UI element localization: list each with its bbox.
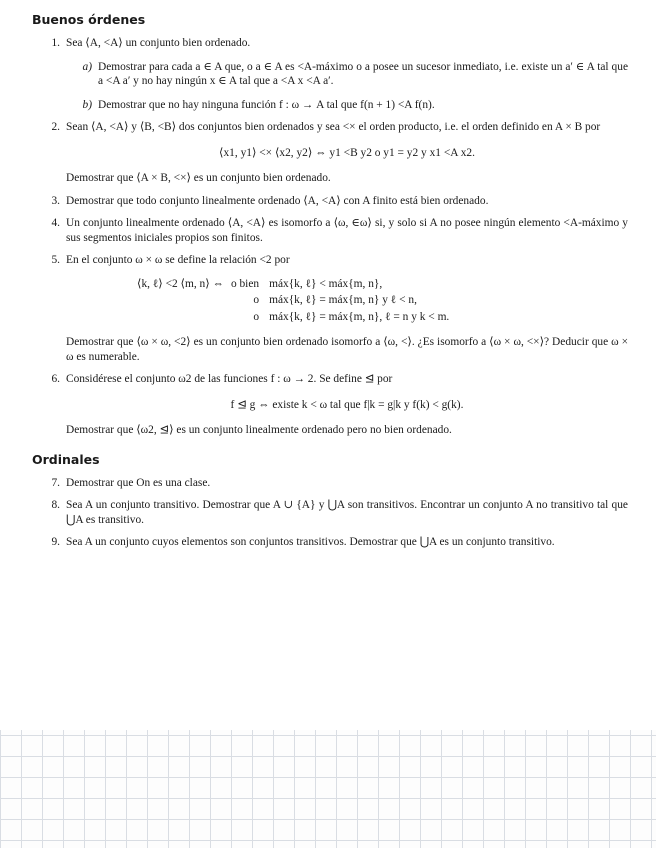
subexercise-label: a) [82, 60, 92, 73]
exercise-intro: Sea ⟨A, <A⟩ un conjunto bien ordenado. [66, 37, 251, 49]
case-condition: máx{k, ℓ} < máx{m, n}, [269, 277, 383, 290]
exercise-number: 4. [51, 217, 60, 229]
exercise-closing: Demostrar que ⟨ω2, ⊴⟩ es un conjunto linealmente ordenado pero no bien ordenado. [66, 424, 452, 436]
subexercise-a [66, 60, 628, 89]
exercise-number: 6. [51, 373, 60, 385]
exercise-text: Sea A un conjunto transitivo. Demostrar que A ∪ {A} y ⋃A son transitivos. Encontrar un conjunto A no transitivo tal que ⋃A es transitivo. [66, 499, 628, 526]
document-content [32, 12, 628, 558]
exercise-number: 9. [51, 536, 60, 548]
case-connector: o bien [230, 277, 260, 290]
case-condition: máx{k, ℓ} = máx{m, n} y ℓ < n, [269, 294, 417, 306]
exercise-body [66, 36, 628, 112]
section-title-ordinales: Ordinales [32, 451, 100, 467]
exercise-text: Demostrar que On es una clase. [66, 476, 211, 489]
display-formula: ⟨x1, y1⟩ <× ⟨x2, y2⟩ ⇔ y1 <B y2 o y1 = y2 y x1 <A x2. [219, 146, 475, 159]
exercise-text: Demostrar que todo conjunto linealmente ordenado ⟨A, <A⟩ con A finito está bien ordenado. [66, 194, 489, 207]
exercise-8 [32, 498, 628, 527]
exercise-3 [32, 194, 628, 209]
exercise-text: Sea A un conjunto cuyos elementos son conjuntos transitivos. Demostrar que ⋃A es un conjunto transitivo. [66, 536, 555, 548]
exercise-6 [32, 372, 628, 438]
exercise-4 [32, 216, 628, 245]
exercise-number: 8. [51, 499, 60, 511]
exercise-9 [32, 535, 628, 550]
exercise-number: 1. [51, 37, 60, 49]
subexercise-text: Demostrar que no hay ninguna función f : ω → A tal que f(n + 1) <A f(n). [98, 98, 435, 111]
exercise-7 [32, 476, 628, 491]
case-connector: o [253, 310, 260, 323]
case-connector: o [253, 294, 260, 306]
case-definition [132, 277, 628, 327]
exercise-intro: Considérese el conjunto ω2 de las funciones f : ω → 2. Se define ⊴ por [66, 373, 393, 385]
exercise-body [66, 372, 628, 438]
subexercise-label: b) [82, 98, 92, 111]
exercise-closing: Demostrar que ⟨A × B, <×⟩ es un conjunto bien ordenado. [66, 172, 331, 184]
exercise-intro: En el conjunto ω × ω se define la relación <2 por [66, 254, 290, 266]
exercise-number: 7. [51, 476, 60, 489]
exercise-2 [32, 120, 628, 186]
exercise-5 [32, 253, 628, 364]
exercise-number: 5. [51, 254, 60, 266]
section-title-buenos-ordenes: Buenos órdenes [32, 12, 146, 27]
case-lhs: ⟨k, ℓ⟩ <2 ⟨m, n⟩ ⇔ [137, 277, 224, 290]
subexercise-text: Demostrar para cada a ∈ A que, o a ∈ A es <A-máximo o a posee un sucesor inmediato, i.e. existe un a′ ∈ A tal que a <A a′ y no hay ningún x ∈ A tal que a <A x <A a′. [98, 60, 628, 87]
exercise-text: Un conjunto linealmente ordenado ⟨A, <A⟩ es isomorfo a ⟨ω, ∈ω⟩ si, y solo si A no posee ningún elemento <A-máximo y sus segmentos iniciales propios son finitos. [66, 217, 628, 244]
exercise-body [66, 120, 628, 186]
exercise-body [66, 253, 628, 364]
case-condition: máx{k, ℓ} = máx{m, n}, ℓ = n y k < m. [269, 310, 450, 323]
exercise-closing: Demostrar que ⟨ω × ω, <2⟩ es un conjunto bien ordenado isomorfo a ⟨ω, <⟩. ¿Es isomorfo a ⟨ω × ω, <×⟩? Deducir que ω × ω es numerable. [66, 336, 628, 363]
exercise-number: 2. [51, 121, 60, 133]
exercise-number: 3. [51, 194, 60, 207]
exercise-1 [32, 36, 628, 112]
exercise-intro: Sean ⟨A, <A⟩ y ⟨B, <B⟩ dos conjuntos bien ordenados y sea <× el orden producto, i.e. el orden definido en A × B por [66, 121, 601, 133]
display-formula: f ⊴ g ⇔ existe k < ω tal que f|k = g|k y f(k) < g(k). [230, 398, 464, 411]
subexercise-b [66, 98, 628, 113]
